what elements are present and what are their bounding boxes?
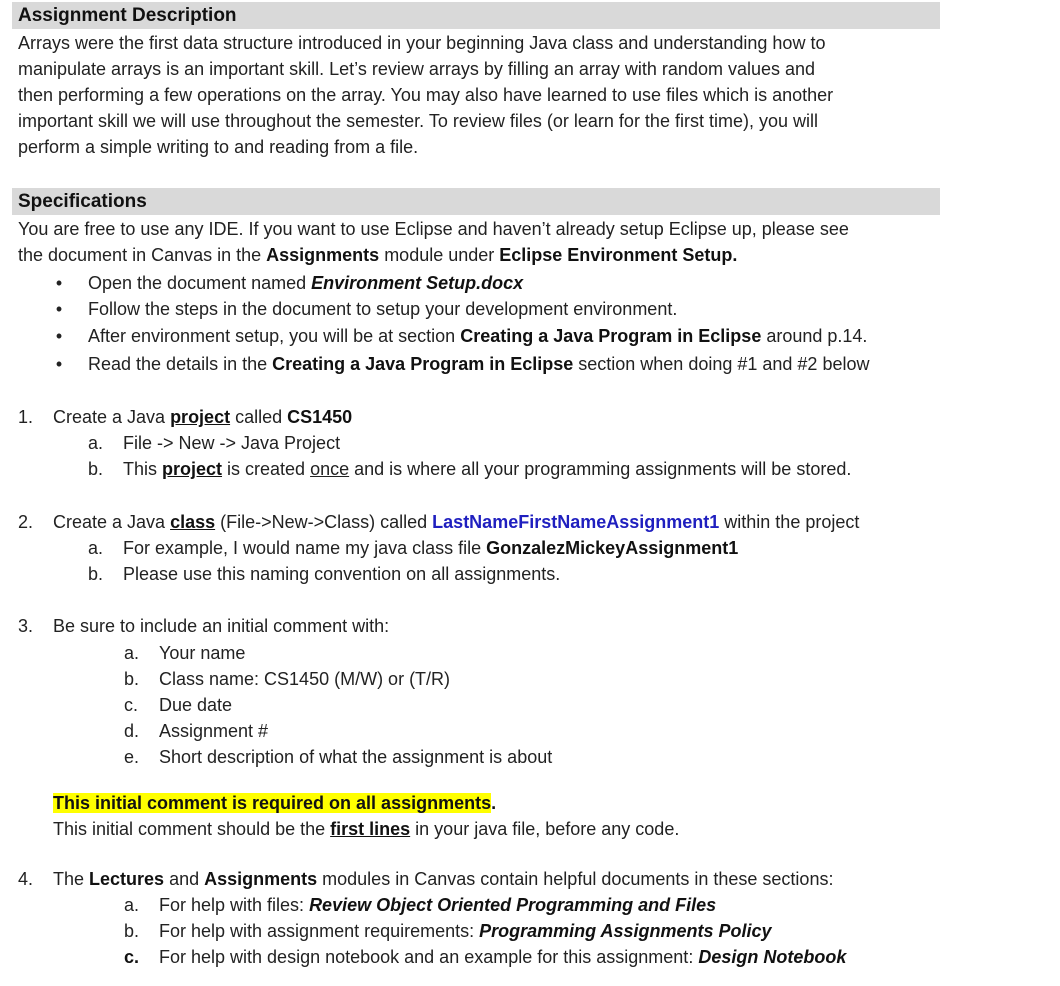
spec-intro-line: You are free to use any IDE. If you want to use Eclipse and haven’t already setup Eclipse up, please see: [18, 219, 849, 239]
bullet-icon: •: [55, 326, 63, 346]
required-comment-note: [53, 790, 496, 816]
text-run: For example, I would name my java class file: [123, 538, 487, 558]
text-run: This initial comment should be the: [53, 819, 331, 839]
text-run: called: [230, 407, 288, 427]
text-run: and is where all your programming assignments will be stored.: [349, 459, 852, 479]
bullet-icon: •: [55, 299, 63, 319]
step-4: [18, 866, 833, 892]
specifications-heading: Specifications: [12, 188, 940, 215]
text-run: Follow the steps in the document to setup your development environment.: [88, 299, 678, 319]
text-run: .: [491, 793, 497, 813]
text-run: Create a Java: [53, 512, 171, 532]
step-4b: [124, 918, 772, 944]
text-run: modules in Canvas contain helpful documents in these sections:: [317, 869, 834, 889]
text-run: Open the document named: [88, 273, 312, 293]
step-number: 2.: [18, 512, 34, 532]
project-name: CS1450: [287, 407, 353, 427]
step-1b: [88, 456, 851, 482]
text-run: Please use this naming convention on all assignments.: [123, 564, 561, 584]
example-class-name: GonzalezMickeyAssignment1: [486, 538, 739, 558]
class-name-template: LastNameFirstNameAssignment1: [432, 512, 720, 532]
bullet-icon: •: [55, 273, 63, 293]
step-1a: [88, 430, 340, 456]
doc-section-name: Design Notebook: [698, 947, 847, 967]
section-name: Creating a Java Program in Eclipse: [272, 354, 574, 374]
step-3-sub: [124, 718, 268, 744]
step-3-sub: [124, 744, 552, 770]
text-run: For help with design notebook and an example for this assignment:: [159, 947, 699, 967]
step-number: 3.: [18, 616, 34, 636]
sub-marker: e.: [124, 747, 140, 767]
step-3-sub: [124, 640, 245, 666]
text-run: Due date: [159, 695, 233, 715]
description-line: Arrays were the first data structure introduced in your beginning Java class and understanding how to: [18, 33, 826, 53]
bullet-icon: •: [55, 354, 63, 374]
description-line: then performing a few operations on the array. You may also have learned to use files which is another: [18, 85, 834, 105]
sub-marker: b.: [88, 564, 104, 584]
text-run: File -> New -> Java Project: [123, 433, 341, 453]
sub-marker: a.: [88, 433, 104, 453]
lectures-module-name: Lectures: [89, 869, 165, 889]
text-run: For help with files:: [159, 895, 310, 915]
environment-setup-doc: Environment Setup.docx: [311, 273, 524, 293]
sub-marker: d.: [124, 721, 140, 741]
step-2b: [88, 561, 560, 587]
text-run: module under: [379, 245, 500, 265]
text-run: the document in Canvas in the: [18, 245, 267, 265]
description-line: perform a simple writing to and reading from a file.: [18, 137, 419, 157]
description-line: important skill we will use throughout the semester. To review files (or learn for the first time), you will: [18, 111, 818, 131]
sub-marker: a.: [124, 643, 140, 663]
text-run: and: [164, 869, 205, 889]
step-3: [18, 613, 389, 639]
doc-section-name: Review Object Oriented Programming and Files: [309, 895, 717, 915]
sub-marker: c.: [124, 695, 139, 715]
text-run: After environment setup, you will be at section: [88, 326, 461, 346]
step-2: [18, 509, 859, 535]
text-run: is created: [222, 459, 311, 479]
text-run: around p.14.: [761, 326, 868, 346]
text-run: section when doing #1 and #2 below: [573, 354, 870, 374]
bullet-list-item: [54, 323, 867, 349]
sub-marker: b.: [124, 669, 140, 689]
highlighted-requirement: This initial comment is required on all assignments: [53, 793, 492, 813]
sub-marker: a.: [124, 895, 140, 915]
assignment-description-heading: Assignment Description: [12, 2, 940, 29]
spec-intro-line: [18, 242, 737, 268]
text-run: within the project: [719, 512, 860, 532]
text-run: project: [162, 459, 223, 479]
step-1: [18, 404, 352, 430]
sub-marker: c.: [124, 947, 140, 967]
step-2a: [88, 535, 738, 561]
assignments-module-name: Assignments: [204, 869, 318, 889]
text-run: in your java file, before any code.: [410, 819, 680, 839]
text-run: first lines: [330, 819, 411, 839]
text-run: This: [123, 459, 163, 479]
doc-section-name: Programming Assignments Policy: [479, 921, 772, 941]
text-run: once: [310, 459, 350, 479]
text-run: Class name: CS1450 (M/W) or (T/R): [159, 669, 451, 689]
step-3-sub: [124, 666, 450, 692]
section-name: Creating a Java Program in Eclipse: [460, 326, 762, 346]
sub-marker: a.: [88, 538, 104, 558]
step-number: 1.: [18, 407, 34, 427]
text-run: The: [53, 869, 90, 889]
text-run: (File->New->Class) called: [215, 512, 433, 532]
sub-marker: b.: [124, 921, 140, 941]
sub-marker: b.: [88, 459, 104, 479]
step-4a: [124, 892, 716, 918]
text-run: Read the details in the: [88, 354, 273, 374]
text-run: Your name: [159, 643, 246, 663]
step-4c: [124, 944, 846, 970]
assignments-module-name: Assignments: [266, 245, 380, 265]
first-lines-note: [53, 816, 679, 842]
bullet-list-item: [54, 296, 677, 322]
bullet-list-item: [54, 351, 869, 377]
bullet-list-item: [54, 270, 523, 296]
eclipse-setup-doc-name: Eclipse Environment Setup.: [499, 245, 738, 265]
text-run: Short description of what the assignment is about: [159, 747, 553, 767]
text-run: Create a Java: [53, 407, 171, 427]
text-run: For help with assignment requirements:: [159, 921, 480, 941]
text-run: Be sure to include an initial comment with:: [53, 616, 390, 636]
text-run: Assignment #: [159, 721, 269, 741]
text-run: project: [170, 407, 231, 427]
step-number: 4.: [18, 869, 34, 889]
step-3-sub: [124, 692, 232, 718]
text-run: class: [170, 512, 216, 532]
description-line: manipulate arrays is an important skill. Let’s review arrays by filling an array with random values and: [18, 59, 816, 79]
